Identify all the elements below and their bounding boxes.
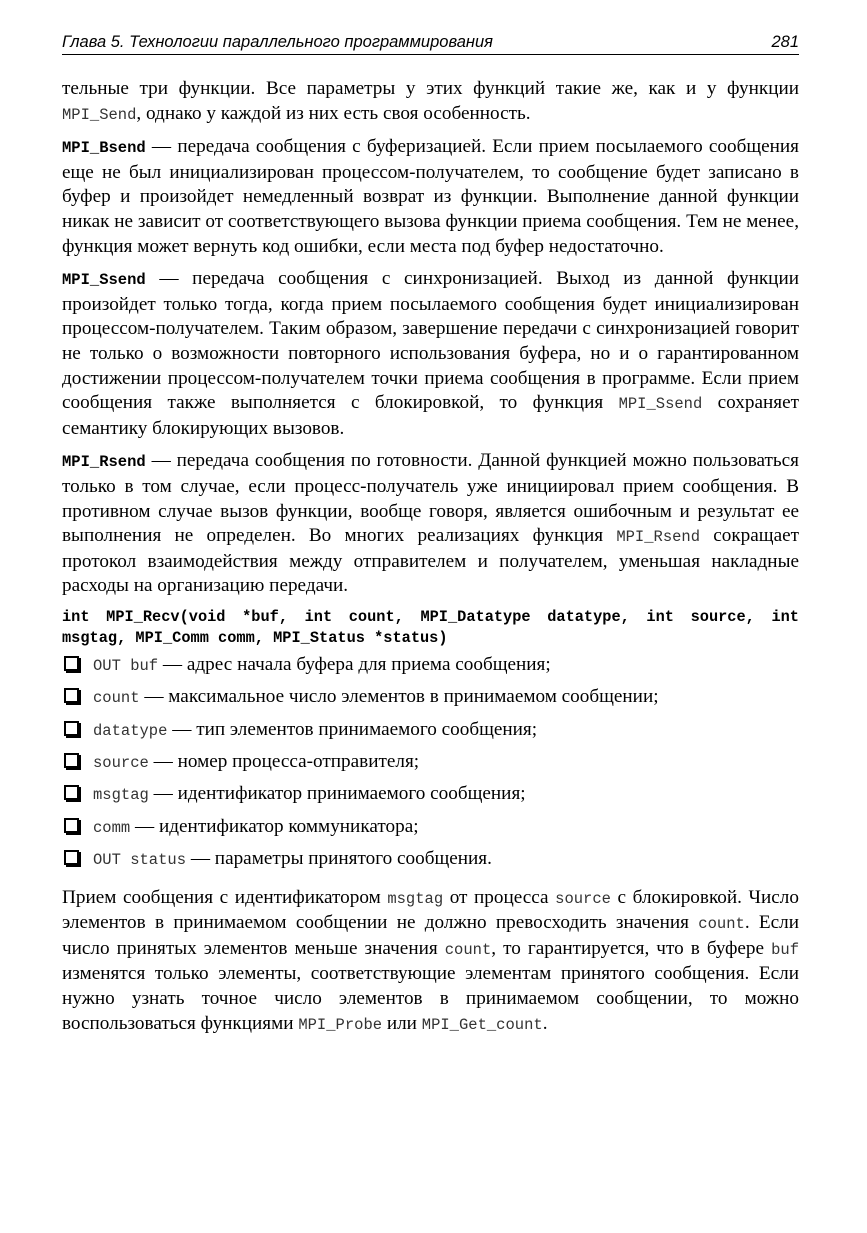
list-item xyxy=(62,718,799,750)
page-number: 281 xyxy=(771,33,799,51)
list-item xyxy=(62,847,799,879)
term-mpi-bsend: MPI_Bsend xyxy=(62,139,146,158)
paragraph-intro: тельные три функции. Все параметры у этих функций такие же, как и у функции MPI_Send, однако у каждой из них есть своя особенность. xyxy=(62,78,799,124)
param-code: OUT status xyxy=(93,851,187,870)
checkbox-bullet-icon xyxy=(64,785,79,800)
term-mpi-ssend: MPI_Ssend xyxy=(62,271,146,290)
param-code: datatype xyxy=(93,721,168,740)
checkbox-bullet-icon xyxy=(64,688,79,703)
list-item xyxy=(62,653,799,685)
checkbox-bullet-icon xyxy=(64,850,79,865)
param-desc: — идентификатор коммуникатора; xyxy=(130,815,419,837)
code-buf: buf xyxy=(771,940,799,959)
paragraph-bsend: MPI_Bsend — передача сообщения с буферизацией. Если прием посылаемого сообщения еще не был инициализирован процессом-получателем, то сообщение будет записано в буфер и произойдет немедленный возврат из функции. Выполнение данной функции никак не зависит от соответствующего вызова функции приема сообщения. Тем не менее, функция может вернуть код ошибки, если места под буфер недостаточно. xyxy=(62,136,799,257)
param-code: OUT buf xyxy=(93,656,159,675)
param-desc: — номер процесса-отправителя; xyxy=(148,751,420,773)
param-desc: — идентификатор принимаемого сообщения; xyxy=(148,783,526,805)
checkbox-bullet-icon xyxy=(64,721,79,736)
chapter-title: Глава 5. Технологии параллельного программирования xyxy=(62,33,493,51)
term-mpi-rsend: MPI_Rsend xyxy=(62,453,146,472)
code-mpi-rsend: MPI_Rsend xyxy=(616,528,701,547)
book-page xyxy=(62,30,799,1045)
code-msgtag: msgtag xyxy=(387,889,444,908)
code-count: count xyxy=(444,940,492,959)
code-count: count xyxy=(698,915,745,934)
code-mpi-ssend: MPI_Ssend xyxy=(618,395,703,414)
running-header xyxy=(62,30,799,55)
param-desc: — тип элементов принимаемого сообщения; xyxy=(167,718,538,740)
function-signature: int MPI_Recv(void *buf, int count, MPI_Datatype datatype, int source, int msgtag, MPI_Comm comm, MPI_Status *status) xyxy=(62,607,799,647)
param-code: comm xyxy=(93,818,131,837)
list-item xyxy=(62,782,799,814)
param-code: count xyxy=(93,689,140,708)
param-desc: — параметры принятого сообщения. xyxy=(186,848,492,870)
param-code: source xyxy=(93,754,149,773)
page-body xyxy=(62,77,799,1037)
code-mpi-send: MPI_Send xyxy=(62,105,137,124)
code-mpi-get-count: MPI_Get_count xyxy=(421,1015,543,1034)
param-desc: — максимальное число элементов в принимаемом сообщении; xyxy=(139,686,659,708)
parameter-list xyxy=(62,653,799,880)
checkbox-bullet-icon xyxy=(64,818,79,833)
list-item xyxy=(62,685,799,717)
paragraph-recv-description: Прием сообщения с идентификатором msgtag от процесса source с блокировкой. Число элементов в принимаемом сообщении не должно превосходить значения count. Если число принятых элементов меньше значения count, то гарантируется, что в буфере buf изменятся только элементы, соответствующие элементам принятого сообщения. Если нужно узнать точное число элементов в принимаемом сообщении, то можно воспользоваться функциями MPI_Probe или MPI_Get_count. xyxy=(62,886,799,1034)
paragraph-ssend: MPI_Ssend — передача сообщения с синхронизацией. Выход из данной функции произойдет только тогда, когда прием посылаемого сообщения будет инициализирован процессом-получателем. Таким образом, завершение передачи с синхронизацией говорит не только о возможности повторного использования буфера, но и о гарантированном достижении процессом-получателем точки приема сообщения в программе. Если прием сообщения также выполняется с блокировкой, то функция MPI_Ssend сохраняет семантику блокирующих вызовов. xyxy=(62,268,799,439)
param-desc: — адрес начала буфера для приема сообщения; xyxy=(158,653,551,675)
list-item xyxy=(62,815,799,847)
code-mpi-probe: MPI_Probe xyxy=(298,1015,383,1034)
param-code: msgtag xyxy=(93,786,149,805)
paragraph-rsend: MPI_Rsend — передача сообщения по готовности. Данной функцией можно пользоваться только в том случае, если процесс-получатель уже инициировал прием сообщения. В противном случае вызов функции, вообще говоря, является ошибочным и результат ее выполнения не определен. Во многих реализациях функция MPI_Rsend сокращает протокол взаимодействия между отправителем и получателем, уменьшая накладные расходы на организацию передачи. xyxy=(62,450,799,597)
checkbox-bullet-icon xyxy=(64,656,79,671)
list-item xyxy=(62,750,799,782)
code-source: source xyxy=(555,889,611,908)
checkbox-bullet-icon xyxy=(64,753,79,768)
